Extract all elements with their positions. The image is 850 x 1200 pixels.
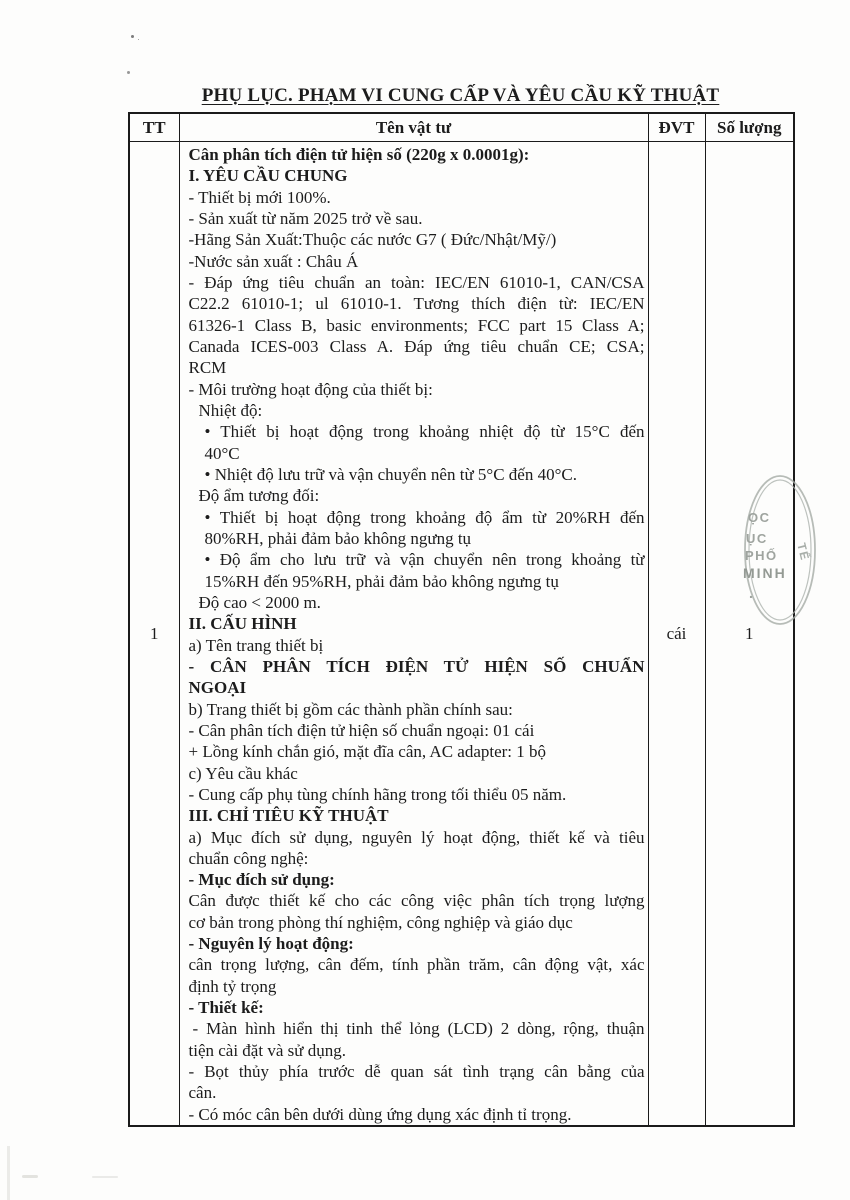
spec-line: - Bọt thủy phía trước dễ quan sát tình trạng cân bằng của	[188, 1062, 645, 1082]
spec-line: a) Mục đích sử dụng, nguyên lý hoạt động, thiết kế và tiêu	[188, 827, 645, 847]
spec-line: • Thiết bị hoạt động trong khoảng độ ẩm từ 20%RH đến	[204, 507, 645, 527]
column-header-unit: ĐVT	[648, 113, 705, 142]
spec-line: • Độ ẩm cho lưu trữ và vận chuyển nên trong khoảng từ	[204, 550, 645, 570]
spec-line: - CÂN PHÂN TÍCH ĐIỆN TỬ HIỆN SỐ CHUẨN	[188, 656, 645, 676]
spec-line: I. YÊU CẦU CHUNG	[188, 166, 348, 186]
spec-line: • Nhiệt độ lưu trữ và vận chuyển nên từ 5°C đến 40°C.	[204, 464, 577, 484]
spec-line: Độ cao < 2000 m.	[198, 592, 321, 612]
spec-line: chuẩn công nghệ:	[188, 848, 309, 868]
spec-line: - Đáp ứng tiêu chuẩn an toàn: IEC/EN 61010-1, CAN/CSA	[188, 272, 645, 292]
spec-line: cân trọng lượng, cân đếm, tính phần trăm, cân động vật, xác	[188, 955, 645, 975]
spec-line: - Nguyên lý hoạt động:	[188, 934, 354, 954]
spec-line: cơ bản trong phòng thí nghiệm, công nghiệp và giáo dục	[188, 912, 573, 932]
spec-line: định tỷ trọng	[188, 976, 277, 996]
spec-table	[128, 112, 795, 1127]
column-header-qty: Số lượng	[705, 113, 794, 142]
spec-line: RCM	[188, 358, 227, 378]
spec-line: - Cung cấp phụ tùng chính hãng trong tối thiểu 05 năm.	[188, 784, 567, 804]
stamp-text-fragment: TẾ	[794, 541, 813, 563]
spec-line: cân.	[188, 1083, 217, 1103]
spec-line: + Lồng kính chắn gió, mặt đĩa cân, AC adapter: 1 bộ	[188, 742, 547, 762]
spec-line: - Có móc cân bên dưới dùng ứng dụng xác định tỉ trọng.	[188, 1104, 572, 1124]
scan-smudge	[92, 1176, 118, 1178]
stamp-text-fragment: ỤC	[746, 531, 768, 546]
spec-line: NGOẠI	[188, 678, 247, 698]
spec-line: Nhiệt độ:	[198, 400, 263, 420]
spec-line: tiện cài đặt và sử dụng.	[188, 1040, 346, 1060]
spec-line: -Hãng Sản Xuất:Thuộc các nước G7 ( Đức/Nhật/Mỹ/)	[188, 230, 557, 250]
spec-line: • Thiết bị hoạt động trong khoảng nhiệt độ từ 15°C đến	[204, 422, 645, 442]
spec-line: - Mục đích sử dụng:	[188, 870, 335, 890]
column-header-tt: TT	[129, 113, 179, 142]
spec-line: b) Trang thiết bị gồm các thành phần chính sau:	[188, 699, 513, 719]
stamp-text-fragment: MINH	[743, 565, 787, 581]
spec-line: - Môi trường hoạt động của thiết bị:	[188, 379, 433, 399]
spec-line: Cân phân tích điện tử hiện số (220g x 0.0001g):	[188, 145, 530, 164]
spec-lines	[189, 144, 645, 1125]
table-header-row	[129, 113, 794, 142]
table-row	[129, 142, 794, 1127]
spec-line: 40°C	[204, 443, 240, 463]
spec-line: 61326-1 Class B, basic environments; FCC part 15 Class A;	[188, 315, 645, 335]
spec-line: a) Tên trang thiết bị	[188, 635, 324, 655]
scan-speck	[127, 71, 130, 74]
column-header-name: Tên vật tư	[179, 113, 648, 142]
spec-line: - Thiết bị mới 100%.	[188, 187, 331, 207]
spec-line: - Cân phân tích điện tử hiện số chuẩn ngoại: 01 cái	[188, 720, 535, 740]
spec-line: -Nước sản xuất : Châu Á	[188, 251, 359, 271]
item-spec-cell	[179, 142, 648, 1127]
spec-line: Độ ẩm tương đối:	[198, 486, 320, 506]
unit-cell: cái	[648, 142, 705, 1127]
spec-line: 80%RH, phải đảm bảo không ngưng tụ	[204, 528, 472, 548]
stamp-text-fragment: PHỐ	[745, 548, 778, 563]
scan-speck	[131, 35, 134, 38]
stamp-text-fragment: .	[749, 585, 755, 601]
page-title: PHỤ LỤC. PHẠM VI CUNG CẤP VÀ YÊU CẦU KỸ THUẬT	[201, 85, 720, 106]
spec-line: II. CẤU HÌNH	[188, 614, 297, 634]
spec-line: C22.2 61010-1; ul 61010-1. Tương thích điện từ: IEC/EN	[188, 294, 645, 314]
scan-smudge	[22, 1175, 38, 1178]
spec-line: 15%RH đến 95%RH, phải đảm bảo không ngưng tụ	[204, 571, 559, 591]
quantity-cell: 1	[705, 142, 794, 1127]
spec-line: III. CHỈ TIÊU KỸ THUẬT	[188, 806, 389, 826]
row-index-cell: 1	[129, 142, 179, 1127]
spec-line: Cân được thiết kế cho các công việc phân tích trọng lượng	[188, 891, 645, 911]
stamp-text-fragment: ỌC	[748, 510, 771, 525]
spec-line: - Màn hình hiển thị tinh thể lỏng (LCD) 2 dòng, rộng, thuận	[192, 1019, 645, 1039]
spec-line: Canada ICES-003 Class A. Đáp ứng tiêu chuẩn CE; CSA;	[188, 336, 645, 356]
spec-line: - Sản xuất từ năm 2025 trở về sau.	[188, 208, 423, 228]
spec-line: - Thiết kế:	[188, 998, 264, 1018]
spec-line: c) Yêu cầu khác	[188, 763, 298, 783]
scan-edge-artifact	[7, 1146, 10, 1200]
